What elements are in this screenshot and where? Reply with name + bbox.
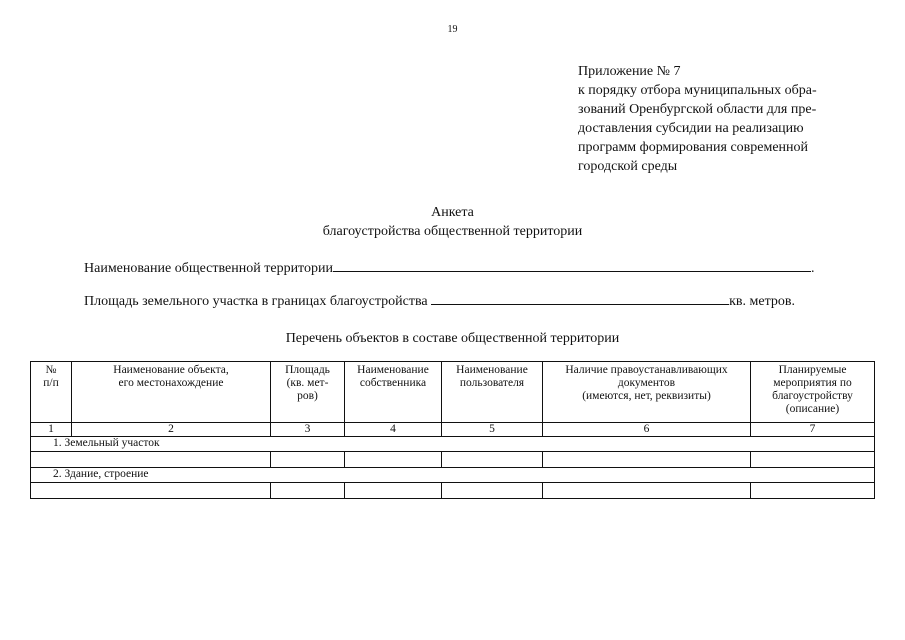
table-cell[interactable] — [751, 452, 875, 468]
form-title: Анкета — [431, 205, 474, 220]
section-row-building — [31, 468, 875, 483]
table-row — [31, 483, 875, 499]
appendix-line: к порядку отбора муниципальных обра- — [578, 83, 817, 98]
appendix-line: программ формирования современной — [578, 140, 809, 155]
territory-name-label: Наименование общественной территории — [84, 261, 333, 276]
column-number-row — [31, 423, 875, 437]
table-cell[interactable] — [751, 483, 875, 499]
column-number: 6 — [543, 423, 751, 437]
appendix-header — [578, 62, 817, 176]
header-cell-user: Наименование пользователя — [442, 362, 543, 423]
column-number: 1 — [31, 423, 72, 437]
land-area-label: Площадь земельного участка в границах благоустройства — [84, 294, 428, 309]
territory-name-end: . — [810, 261, 815, 276]
page-number: 19 — [447, 24, 458, 35]
header-cell-number: № п/п — [31, 362, 72, 423]
table-cell[interactable] — [345, 483, 442, 499]
column-number: 5 — [442, 423, 543, 437]
table-cell[interactable] — [442, 452, 543, 468]
section-label-building: 2. Здание, строение — [31, 468, 875, 483]
column-number: 7 — [751, 423, 875, 437]
table-cell[interactable] — [31, 483, 271, 499]
land-area-unit: кв. метров. — [729, 294, 796, 309]
table-cell[interactable] — [543, 483, 751, 499]
table-cell[interactable] — [271, 483, 345, 499]
column-number: 3 — [271, 423, 345, 437]
table-header-row — [31, 362, 875, 423]
appendix-line: городской среды — [578, 159, 678, 174]
table-caption: Перечень объектов в составе общественной территории — [285, 331, 620, 346]
header-cell-object: Наименование объекта, его местонахождение — [72, 362, 271, 423]
form-subtitle: благоустройства общественной территории — [322, 224, 583, 239]
column-number: 2 — [72, 423, 271, 437]
table-cell[interactable] — [31, 452, 271, 468]
header-cell-documents: Наличие правоустанавливающих документов (имеются, нет, реквизиты) — [543, 362, 751, 423]
land-area-field — [84, 292, 795, 310]
table-cell[interactable] — [345, 452, 442, 468]
territory-name-blank[interactable] — [333, 259, 811, 272]
header-cell-planned-measures: Планируемые мероприятия по благоустройству (описание) — [751, 362, 875, 423]
appendix-line: Приложение № 7 — [578, 64, 681, 79]
territory-name-field — [84, 259, 814, 277]
appendix-line: доставления субсидии на реализацию — [578, 121, 804, 136]
table-cell[interactable] — [442, 483, 543, 499]
table-cell[interactable] — [271, 452, 345, 468]
header-cell-area: Площадь (кв. мет- ров) — [271, 362, 345, 423]
section-row-land-plot — [31, 437, 875, 452]
table-cell[interactable] — [543, 452, 751, 468]
land-area-blank[interactable] — [431, 292, 729, 305]
section-label-land-plot: 1. Земельный участок — [31, 437, 875, 452]
appendix-line: зований Оренбургской области для пре- — [578, 102, 817, 117]
objects-table — [30, 361, 875, 499]
header-cell-owner: Наименование собственника — [345, 362, 442, 423]
column-number: 4 — [345, 423, 442, 437]
table-row — [31, 452, 875, 468]
